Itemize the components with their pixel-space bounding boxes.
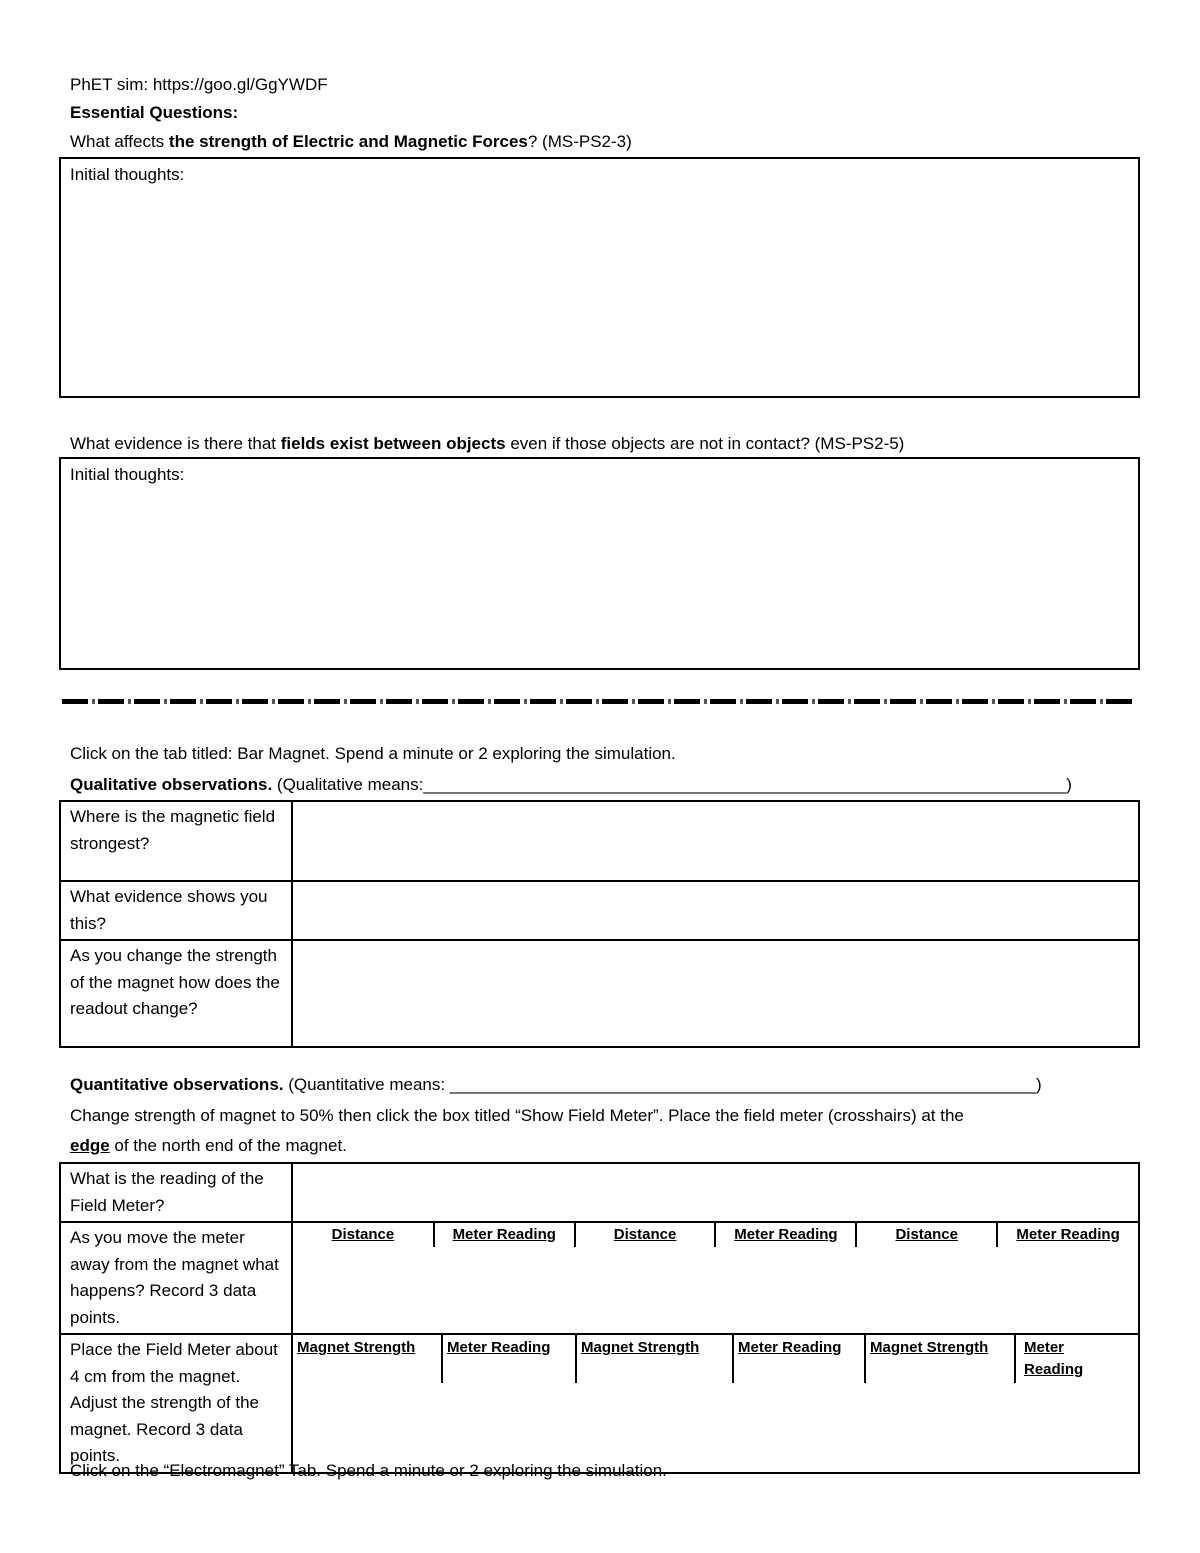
strength-data-cell — [292, 1334, 1139, 1473]
answer-box-1-label: Initial thoughts: — [70, 165, 185, 184]
qualitative-heading — [70, 774, 1072, 796]
distance-col-2[interactable] — [575, 1223, 716, 1247]
qual-question-1: Where is the magnetic field strongest? — [60, 801, 292, 881]
question-2 — [70, 433, 904, 455]
qual-question-2: What evidence shows you this? — [60, 881, 292, 940]
meter-reading-header-2: Meter Reading — [734, 1226, 838, 1243]
question-1-suffix: ? (MS-PS2-3) — [527, 132, 632, 151]
magnet-strength-header-2: Magnet Strength — [581, 1339, 700, 1356]
quantitative-title: Quantitative observations. — [70, 1075, 284, 1094]
distance-header-3: Distance — [895, 1226, 958, 1243]
distance-question: As you move the meter away from the magnet what happens? Record 3 data points. — [60, 1222, 292, 1334]
quantitative-instruction-b-text: of the north end of the magnet. — [109, 1136, 347, 1155]
qual-answer-1[interactable] — [292, 801, 1139, 881]
meter-reading-header-6: Meter Reading — [1024, 1339, 1084, 1378]
magnet-strength-col-2[interactable] — [576, 1335, 733, 1383]
sim-link: PhET sim: https://goo.gl/GgYWDF — [70, 75, 328, 94]
meter-reading-col-1[interactable] — [434, 1223, 575, 1247]
magnet-strength-header-1: Magnet Strength — [297, 1339, 416, 1356]
qual-answer-2[interactable] — [292, 881, 1139, 940]
qualitative-table — [59, 800, 1140, 1048]
qual-answer-3[interactable] — [292, 940, 1139, 1047]
quantitative-heading — [70, 1074, 1042, 1096]
bar-magnet-instruction: Click on the tab titled: Bar Magnet. Spend a minute or 2 exploring the simulation. — [70, 744, 676, 763]
field-meter-answer[interactable] — [292, 1163, 1139, 1222]
meter-reading-header-1: Meter Reading — [452, 1226, 556, 1243]
answer-box-1[interactable] — [59, 157, 1140, 398]
qualitative-title: Qualitative observations. — [70, 775, 273, 794]
essential-questions-title: Essential Questions: — [70, 103, 239, 122]
strength-question: Place the Field Meter about 4 cm from the magnet. Adjust the strength of the magnet. Record 3 data points. — [60, 1334, 292, 1473]
distance-col-3[interactable] — [856, 1223, 997, 1247]
edge-word: edge — [70, 1136, 110, 1155]
quantitative-instruction-b — [70, 1135, 347, 1157]
distance-header-1: Distance — [331, 1226, 395, 1243]
question-1-bold: the strength of Electric and Magnetic Forces — [168, 132, 528, 151]
question-1-prefix: What affects — [70, 132, 169, 151]
table-row — [60, 940, 1139, 1047]
quantitative-means: (Quantitative means: ______________________________________________________________) — [283, 1075, 1042, 1094]
question-2-bold: fields exist between objects — [280, 434, 506, 453]
qual-question-3: As you change the strength of the magnet how does the readout change? — [60, 940, 292, 1047]
strength-data-grid — [293, 1335, 1138, 1383]
question-2-suffix: even if those objects are not in contact? (MS-PS2-5) — [505, 434, 905, 453]
answer-box-2[interactable] — [59, 457, 1140, 670]
meter-reading-col-4[interactable] — [442, 1335, 576, 1383]
meter-reading-col-3[interactable] — [997, 1223, 1138, 1247]
section-divider — [62, 699, 1134, 704]
meter-reading-header-4: Meter Reading — [447, 1339, 551, 1356]
distance-data-grid — [293, 1223, 1138, 1247]
meter-reading-col-2[interactable] — [715, 1223, 856, 1247]
magnet-strength-header-3: Magnet Strength — [870, 1339, 989, 1356]
distance-header-2: Distance — [613, 1226, 677, 1243]
field-meter-question: What is the reading of the Field Meter? — [60, 1163, 292, 1222]
question-2-prefix: What evidence is there that — [70, 434, 281, 453]
meter-reading-col-5[interactable] — [733, 1335, 865, 1383]
meter-reading-header-3: Meter Reading — [1016, 1226, 1120, 1243]
table-row — [60, 1334, 1139, 1473]
meter-reading-header-5: Meter Reading — [738, 1339, 842, 1356]
magnet-strength-col-1[interactable] — [293, 1335, 442, 1383]
table-row — [60, 1222, 1139, 1334]
table-row — [60, 881, 1139, 940]
question-1 — [70, 131, 632, 153]
quantitative-instruction-a: Change strength of magnet to 50% then click the box titled “Show Field Meter”. Place the field meter (crosshairs) at the — [70, 1106, 964, 1125]
answer-box-2-label: Initial thoughts: — [70, 465, 185, 484]
distance-data-cell — [292, 1222, 1139, 1334]
meter-reading-col-6[interactable] — [1015, 1335, 1138, 1383]
table-row — [60, 1163, 1139, 1222]
distance-col-1[interactable] — [293, 1223, 434, 1247]
qualitative-means: (Qualitative means:____________________________________________________________________) — [272, 775, 1072, 794]
table-row — [60, 801, 1139, 881]
quantitative-table — [59, 1162, 1140, 1474]
electromagnet-instruction: Click on the “Electromagnet” Tab. Spend a minute or 2 exploring the simulation. — [70, 1461, 667, 1480]
magnet-strength-col-3[interactable] — [865, 1335, 1015, 1383]
